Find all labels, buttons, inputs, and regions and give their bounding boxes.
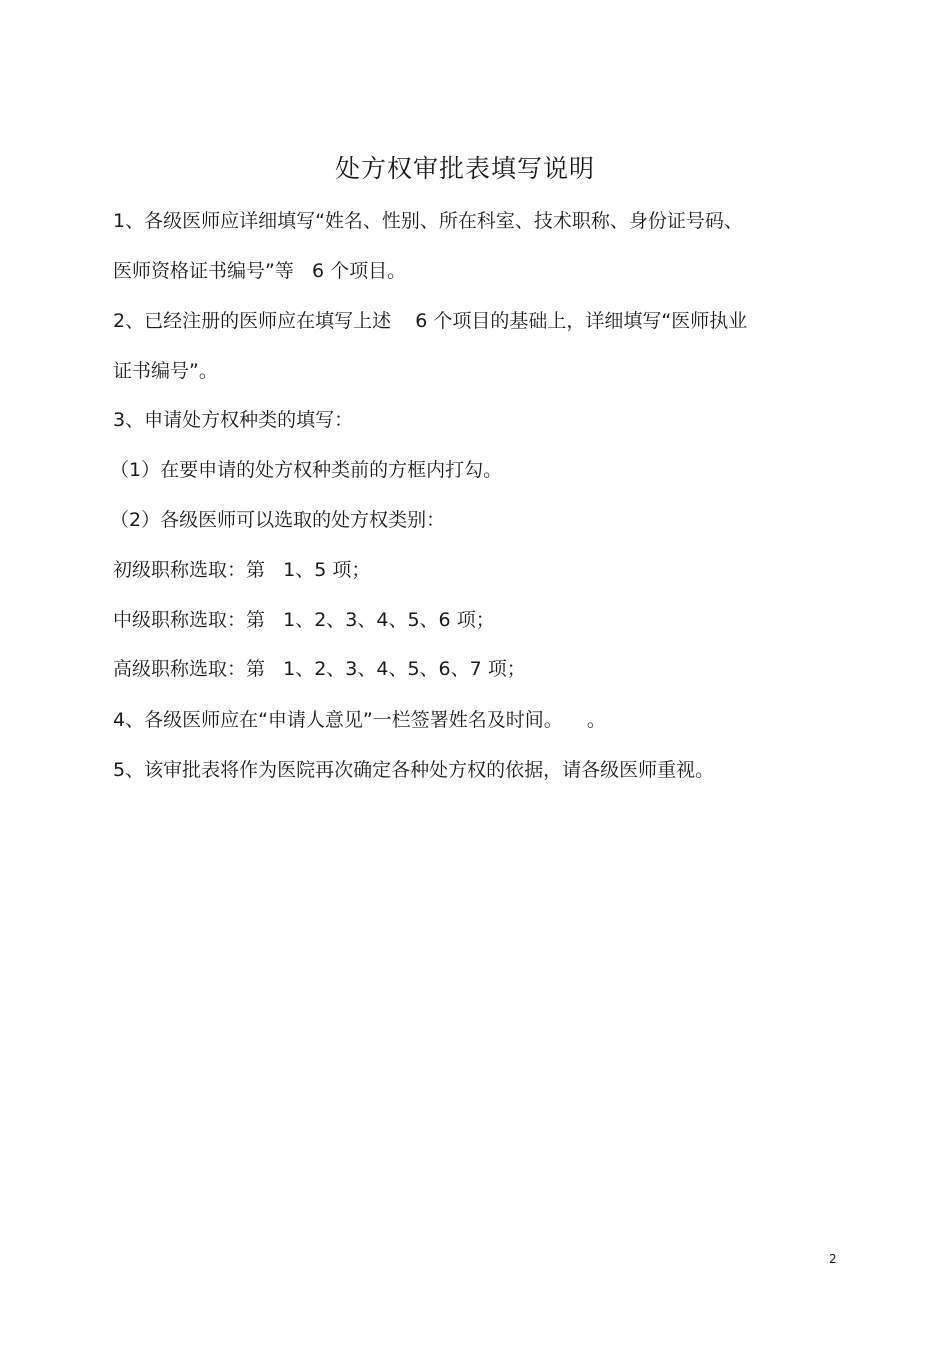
senior-title-selection: 高级职称选取：第 1、2、3、4、5、6、7 项； xyxy=(113,658,526,680)
intermediate-title-selection: 中级职称选取：第 1、2、3、4、5、6 项； xyxy=(113,609,495,631)
page-title: 处方权审批表填写说明 xyxy=(334,154,595,183)
instruction-5: 5、该审批表将作为医院再次确定各种处方权的依据，请各级医师重视。 xyxy=(113,759,715,781)
instruction-2-line-1: 2、已经注册的医师应在填写上述 6 个项目的基础上，详细填写“医师执业 xyxy=(113,310,748,332)
instruction-1-line-2: 医师资格证书编号”等 6 个项目。 xyxy=(113,260,407,282)
instruction-2-line-2: 证书编号”。 xyxy=(113,360,218,382)
instruction-1-line-1: 1、各级医师应详细填写“姓名、性别、所在科室、技术职称、身份证号码、 xyxy=(113,210,743,232)
junior-title-selection: 初级职称选取：第 1、5 项； xyxy=(113,559,371,581)
instruction-3-heading: 3、申请处方权种类的填写： xyxy=(113,409,354,431)
instruction-3-sub-2: （2）各级医师可以选取的处方权类别： xyxy=(110,509,446,531)
instruction-3-sub-1: （1）在要申请的处方权种类前的方框内打勾。 xyxy=(110,459,503,481)
page-number: 2 xyxy=(829,1252,837,1266)
instruction-4: 4、各级医师应在“申请人意见”一栏签署姓名及时间。 。 xyxy=(113,709,606,731)
